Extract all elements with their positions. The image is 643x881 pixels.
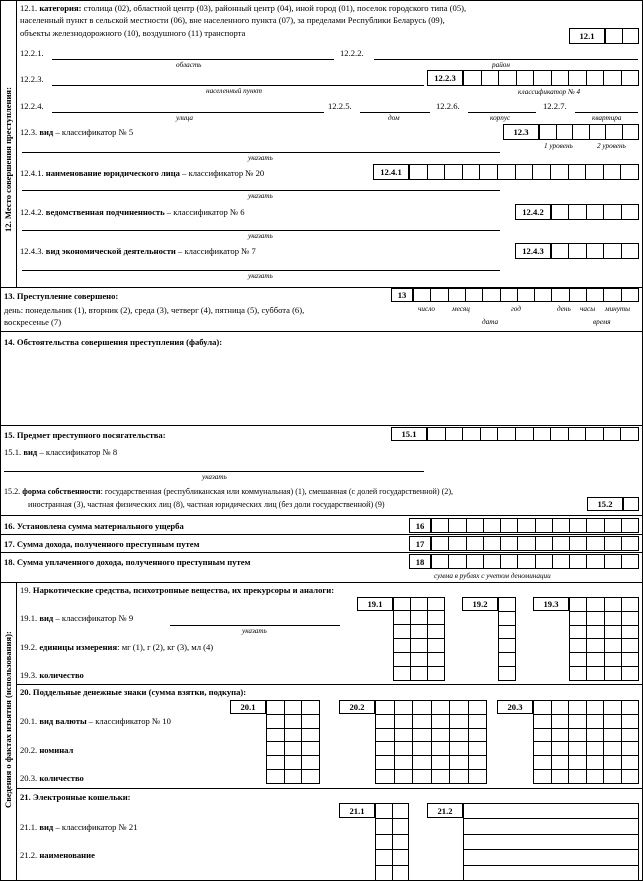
- divider-19-20: [16, 684, 643, 685]
- p-12-2-5: 12.2.5.: [328, 101, 352, 111]
- s21-title: 21. Электронные кошельки:: [20, 792, 131, 802]
- cap-minuty: минуты: [605, 305, 630, 313]
- note-sum: сумма в рублях с учетом деноминации: [434, 572, 551, 580]
- p-12-4-2: 12.4.2. ведомственная подчиненность – классификатор № 6: [20, 207, 245, 217]
- cap-den: день: [557, 305, 571, 313]
- code-21-2: 21.2: [427, 803, 463, 818]
- cap-kvartira: квартира: [592, 114, 622, 122]
- p-15-2-line2: иностранная (3), частная физических лиц (8), частная юридических лиц (без доли государственной) (9): [28, 500, 385, 509]
- code-21-1: 21.1: [339, 803, 375, 818]
- p-19-1: 19.1. вид – классификатор № 9: [20, 613, 134, 623]
- s19-title: 19. Наркотические средства, психотропные вещества, их прекурсоры и аналоги:: [20, 585, 335, 595]
- p-15-1: 15.1. вид – классификатор № 8: [4, 447, 118, 457]
- p-12-2-7: 12.2.7.: [543, 101, 567, 111]
- divider-13-14: [0, 331, 643, 332]
- cells-12-1[interactable]: [605, 28, 639, 44]
- cells-19-2[interactable]: [498, 597, 516, 681]
- p-20-3: 20.3. количество: [20, 773, 84, 783]
- cap-god: год: [511, 305, 521, 313]
- cells-18[interactable]: [431, 554, 639, 569]
- s20-title: 20. Поддельные денежные знаки (сумма взятки, подкупа):: [20, 687, 247, 697]
- cells-19-1[interactable]: [393, 597, 445, 611]
- cap-oblast: область: [176, 61, 202, 69]
- cap-ukazat-3: указать: [248, 232, 273, 240]
- code-18: 18: [409, 554, 431, 569]
- s13-title: 13. Преступление совершено:: [4, 291, 119, 301]
- s12-1-line3: объекты железнодорожного (10), воздушного (11) транспорта: [20, 28, 246, 38]
- code-12-4-1: 12.4.1: [373, 164, 409, 180]
- code-13: 13: [391, 288, 413, 302]
- p-12-4-1: 12.4.1. наименование юридического лица – классификатор № 20: [20, 168, 265, 178]
- code-20-3: 20.3: [497, 700, 533, 714]
- code-19-3: 19.3: [533, 597, 569, 611]
- cells-12-3[interactable]: [539, 124, 639, 140]
- p-19-3: 19.3. количество: [20, 670, 84, 680]
- cap-ukazat-4: указать: [248, 272, 273, 280]
- code-20-2: 20.2: [339, 700, 375, 714]
- p-12-2-1: 12.2.1.: [20, 48, 44, 58]
- cells-12-2-3[interactable]: [463, 70, 639, 86]
- cap-dom: дом: [388, 114, 400, 122]
- s19-vertical-title: Сведения о фактах изъятия (использования):: [3, 631, 13, 808]
- code-19-1: 19.1: [357, 597, 393, 611]
- cells-12-4-3[interactable]: [551, 243, 639, 259]
- cap-chasy: часы: [580, 305, 596, 313]
- code-12-2-3: 12.2.3: [427, 70, 463, 86]
- cells-12-4-2[interactable]: [551, 204, 639, 220]
- divider-18-19: [0, 582, 643, 583]
- s19-side-divider: [16, 582, 17, 881]
- s12-vertical-title: 12. Место совершения преступления:: [3, 87, 13, 232]
- cells-20-1[interactable]: [266, 700, 320, 784]
- cap-ukazat-19: указать: [242, 627, 267, 635]
- s13-days: день: понедельник (1), вторник (2), среда (3), четверг (4), пятница (5), суббота (6),: [4, 305, 305, 315]
- p-12-2-4: 12.2.4.: [20, 101, 44, 111]
- divider-20-21: [16, 788, 643, 789]
- p-12-4-3: 12.4.3. вид экономической деятельности – классификатор № 7: [20, 246, 256, 256]
- p-15-2-line1: 15.2. форма собственности: государственная (республиканская или коммунальная) (1), смешанная (с долей государственной) (2),: [4, 487, 454, 496]
- p-20-2: 20.2. номинал: [20, 745, 74, 755]
- cap-ulica: улица: [176, 114, 193, 122]
- divider-16-17: [0, 534, 643, 535]
- cells-20-2[interactable]: [375, 700, 487, 784]
- cap-klass4: классификатор № 4: [518, 88, 581, 96]
- fabula-area[interactable]: [4, 350, 638, 422]
- s12-1-line1: 12.1. категория: столица (02), областной центр (03), районный центр (04), иной город (01), поселок городского типа (05),: [20, 3, 467, 13]
- cap-vremya: время: [593, 318, 611, 326]
- cap-ukazat-2: указать: [248, 192, 273, 200]
- p-20-1: 20.1. вид валюты – классификатор № 10: [20, 716, 171, 726]
- code-20-1: 20.1: [230, 700, 266, 714]
- cells-19-2-col1[interactable]: [393, 611, 445, 681]
- cells-20-3[interactable]: [533, 700, 639, 784]
- cells-17[interactable]: [431, 536, 639, 551]
- cap-chislo: число: [418, 305, 436, 313]
- code-12-4-3: 12.4.3: [515, 243, 551, 259]
- cap-data: дата: [482, 318, 499, 326]
- cells-15-1[interactable]: [427, 427, 639, 441]
- p-19-2: 19.2. единицы измерения: мг (1), г (2), кг (3), мл (4): [20, 642, 214, 652]
- cells-21-2[interactable]: [463, 803, 639, 881]
- code-12-4-2: 12.4.2: [515, 204, 551, 220]
- cap-uroven2: 2 уровень: [597, 142, 626, 150]
- p-21-2: 21.2. наименование: [20, 850, 95, 860]
- cap-korpus: корпус: [490, 114, 511, 122]
- p-12-2-6: 12.2.6.: [436, 101, 460, 111]
- s14-title: 14. Обстоятельства совершения преступления (фабула):: [4, 337, 223, 347]
- s18-label: 18. Сумма уплаченного дохода, полученного преступным путем: [4, 557, 251, 567]
- cap-mesyac: месяц: [452, 305, 470, 313]
- s17-label: 17. Сумма дохода, полученного преступным путем: [4, 539, 200, 549]
- cap-np: населенный пункт: [206, 87, 262, 95]
- code-16: 16: [409, 518, 431, 533]
- code-19-2: 19.2: [462, 597, 498, 611]
- cells-16[interactable]: [431, 518, 639, 533]
- cap-uroven1: 1 уровень: [544, 142, 573, 150]
- s13-days2: воскресенье (7): [4, 317, 62, 327]
- s15-title: 15. Предмет преступного посягательства:: [4, 430, 166, 440]
- cells-15-2[interactable]: [623, 497, 639, 511]
- cells-12-4-1[interactable]: [409, 164, 639, 180]
- cells-13[interactable]: [413, 288, 639, 302]
- code-12-3: 12.3: [503, 124, 539, 140]
- code-15-2: 15.2: [587, 497, 623, 511]
- s12-1-line2: населенный пункт в сельской местности (06), вне населенного пункта (07), за пределами Республики Беларусь (09),: [20, 15, 445, 25]
- divider-14-15: [0, 425, 643, 426]
- code-15-1: 15.1: [391, 427, 427, 441]
- s16-label: 16. Установлена сумма материального ущерба: [4, 521, 184, 531]
- p-12-2-2: 12.2.2.: [340, 48, 364, 58]
- divider-17-18: [0, 552, 643, 553]
- code-12-1: 12.1: [569, 28, 605, 44]
- cap-ukazat-1: указать: [248, 154, 273, 162]
- divider-15-16: [0, 515, 643, 516]
- code-17: 17: [409, 536, 431, 551]
- p-12-2-3: 12.2.3.: [20, 74, 44, 84]
- s12-side-divider: [16, 0, 17, 288]
- cells-21-1[interactable]: [375, 803, 409, 881]
- cap-ukazat-15: указать: [202, 473, 227, 481]
- p-21-1: 21.1. вид – классификатор № 21: [20, 822, 138, 832]
- cells-19-3[interactable]: [569, 597, 639, 681]
- cap-rayon: район: [492, 61, 510, 69]
- p-12-3: 12.3. вид – классификатор № 5: [20, 127, 134, 137]
